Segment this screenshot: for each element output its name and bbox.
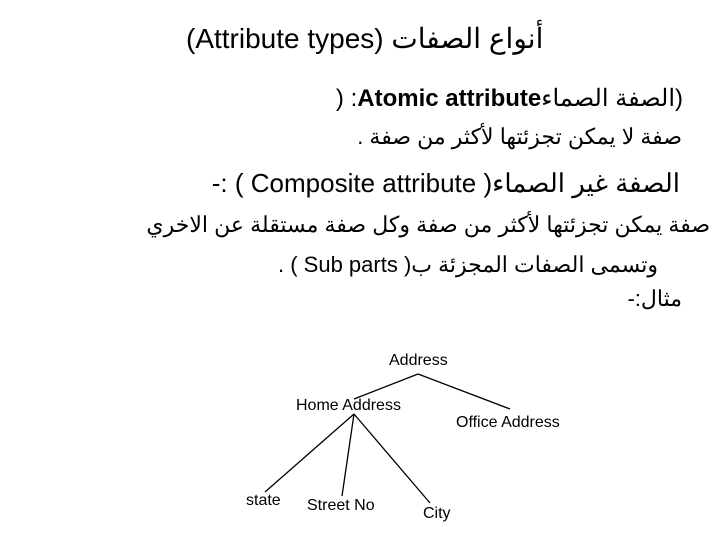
- atomic-close-paren: (: [675, 85, 683, 112]
- subparts-line: وتسمى الصفات المجزئة ب( Sub parts ) .: [278, 252, 658, 277]
- node-home-address: Home Address: [296, 397, 401, 414]
- atomic-description: صفة لا يمكن تجزئتها لأكثر من صفة .: [357, 124, 682, 149]
- atomic-label-ar: الصفة الصماء: [541, 85, 675, 112]
- edge-home-state: [265, 414, 354, 492]
- composite-description: صفة يمكن تجزئتها لأكثر من صفة وكل صفة مستقلة عن الاخري: [146, 212, 710, 237]
- edge-home-street: [342, 414, 354, 496]
- node-address: Address: [389, 352, 448, 369]
- atomic-open-paren: : (: [335, 85, 358, 112]
- node-street-no: Street No: [307, 497, 375, 514]
- node-state: state: [246, 492, 281, 509]
- atomic-label-en: Atomic attribute: [357, 85, 542, 112]
- node-office-address: Office Address: [456, 414, 560, 431]
- edge-home-city: [354, 414, 430, 503]
- node-city: City: [423, 505, 451, 522]
- example-label: مثال:-: [627, 286, 682, 311]
- page-title: (Attribute types) أنواع الصفات: [186, 23, 544, 54]
- edge-root-office: [418, 374, 510, 409]
- composite-heading: الصفة غير الصماء( Composite attribute ) :-: [211, 168, 680, 198]
- edge-root-home: [354, 374, 418, 399]
